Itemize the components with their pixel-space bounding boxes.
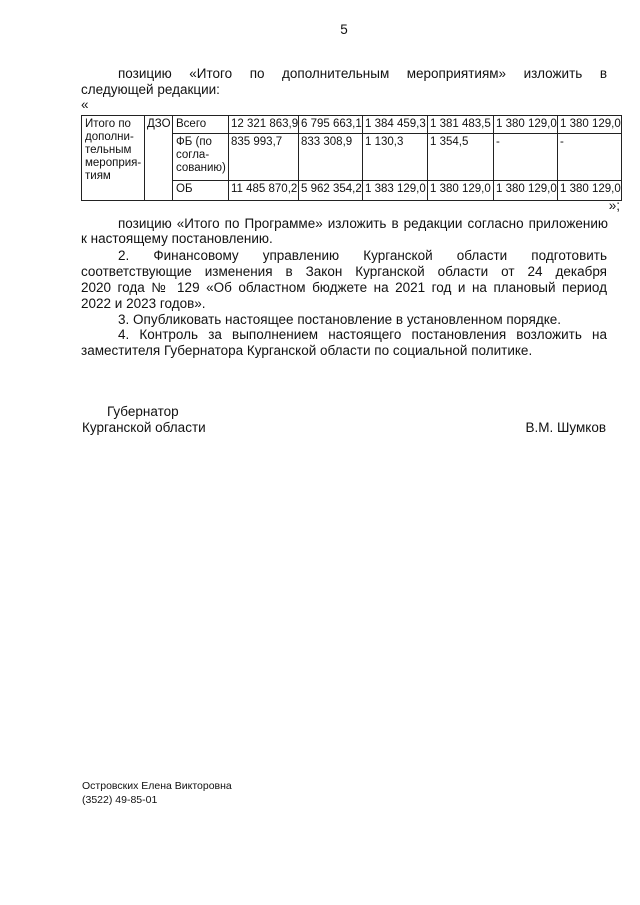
table-cell-value: 1 380 129,0 (558, 181, 622, 201)
table-cell-value: 6 795 663,1 (299, 116, 363, 134)
table-cell-value: 12 321 863,9 (229, 116, 299, 134)
source-line: согла- (176, 149, 210, 161)
body-line: 2. Финансовому управлению Курганской области подготовить (118, 248, 607, 263)
table-cell-value: 835 993,7 (229, 134, 299, 181)
table-cell-source (173, 116, 229, 134)
signatory-title: Губернатор (107, 404, 179, 419)
open-quote: « (81, 97, 89, 112)
table-cell-value: - (494, 134, 558, 181)
body-line: 2020 года № 129 «Об областном бюджете на 2021 год и на плановый период (81, 280, 607, 295)
table-cell-value: 1 380 129,0 (428, 181, 494, 201)
table-row (82, 116, 622, 134)
table-cell-value: 1 380 129,0 (494, 181, 558, 201)
table-cell-value: 833 308,9 (299, 134, 363, 181)
table-cell-source (173, 134, 229, 181)
table-cell-value: 5 962 354,2 (299, 181, 363, 201)
source-line: ФБ (по (176, 136, 212, 148)
table-cell-value: 1 381 483,5 (428, 116, 494, 134)
table-cell-value: 11 485 870,2 (229, 181, 299, 201)
table-cell-value: 1 380 129,0 (558, 116, 622, 134)
executor-name: Островских Елена Викторовна (82, 780, 232, 792)
source-line: Всего (176, 118, 207, 130)
position-line: мероприя- (85, 157, 142, 169)
table-cell-value: 1 380 129,0 (494, 116, 558, 134)
body-line: заместителя Губернатора Курганской области по социальной политике. (81, 343, 533, 358)
table-cell-value: 1 130,3 (363, 134, 428, 181)
body-line: 4. Контроль за выполнением настоящего постановления возложить на (118, 327, 607, 342)
signatory-title: Курганской области (82, 420, 206, 435)
position-line: тельным (85, 144, 132, 156)
table-cell-position (82, 116, 145, 201)
table-cell-value: 1 383 129,0 (363, 181, 428, 201)
position-line: Итого по (85, 118, 131, 130)
body-line: соответствующие изменения в Закон Курганской области от 24 декабря (81, 264, 607, 279)
executor-phone: (3522) 49-85-01 (82, 794, 158, 806)
source-line: сованию) (176, 162, 226, 174)
intro-line: следующей редакции: (81, 82, 220, 97)
program-table (81, 115, 622, 201)
body-line: позицию «Итого по Программе» изложить в редакции согласно приложению (118, 216, 608, 231)
table-cell-value: 1 384 459,3 (363, 116, 428, 134)
body-line: 3. Опубликовать настоящее постановление в установленном порядке. (118, 312, 562, 327)
signatory-name: В.М. Шумков (525, 420, 606, 435)
intro-line: позицию «Итого по дополнительным мероприятиям» изложить в (118, 66, 607, 81)
body-line: 2022 и 2023 годов». (81, 296, 206, 311)
table-cell-value: - (558, 134, 622, 181)
source-line: ОБ (176, 183, 193, 195)
close-quote: »; (608, 198, 620, 213)
page-number: 5 (340, 22, 348, 37)
body-line: к настоящему постановлению. (81, 231, 273, 246)
table-cell-value: 1 354,5 (428, 134, 494, 181)
table-cell-responsible: ДЗО (145, 116, 173, 201)
position-line: тиям (85, 170, 111, 182)
position-line: дополни- (85, 131, 134, 143)
